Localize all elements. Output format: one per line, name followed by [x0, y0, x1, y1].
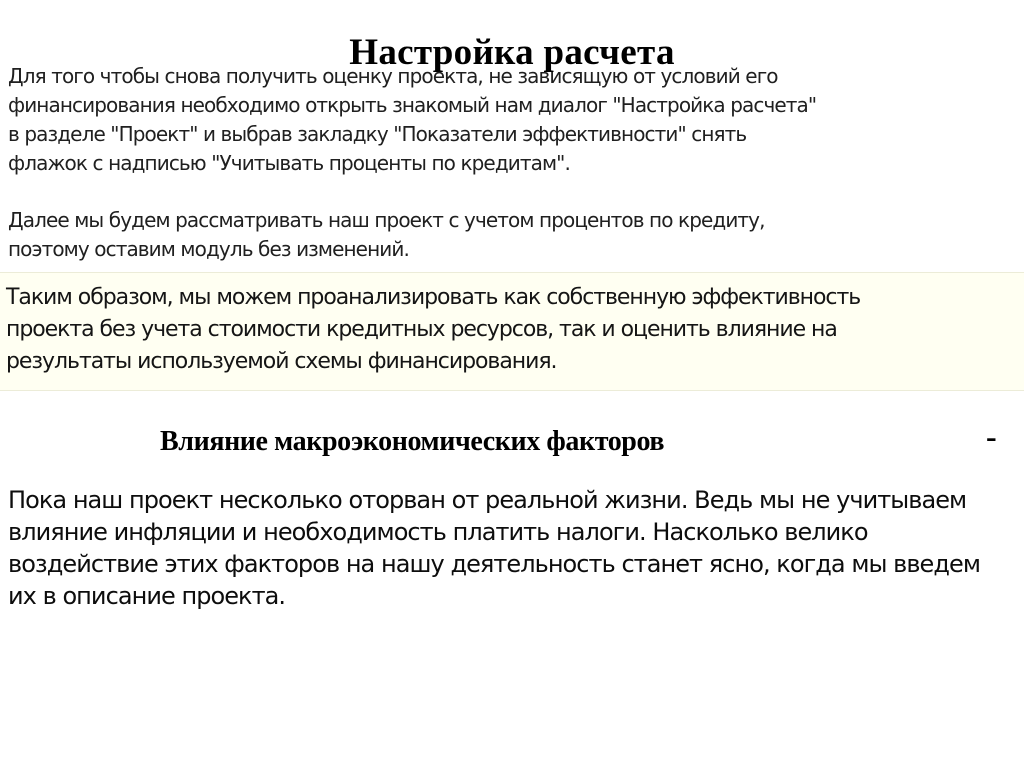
page-title: Настройка расчета [349, 31, 675, 73]
macro-factors-heading: Влияние макроэкономических факторов [160, 426, 665, 457]
intro-paragraph: Для того чтобы снова получить оценку проекта, не зависящую от условий его финансирования необходимо открыть знакомый нам диалог "Настройка расчета" в разделе "Проект" и выбрав закладку "Показатели эффективности" снять флажок с надписью "Учитывать проценты по кредитам". [8, 64, 817, 175]
highlighted-paragraph: Таким образом, мы можем проанализировать как собственную эффективность проекта без учета стоимости кредитных ресурсов, так и оценить влияние на результаты используемой схемы финансирования. [6, 285, 861, 374]
heading-dash-mark: - [986, 418, 997, 454]
macro-factors-paragraph: Пока наш проект несколько оторван от реальной жизни. Ведь мы не учитываем влияние инфляции и необходимость платить налоги. Насколько велико воздействие этих факторов на нашу деятельность станет ясно, когда мы введем их в описание проекта. [8, 486, 980, 610]
continuation-paragraph: Далее мы будем рассматривать наш проект с учетом процентов по кредиту, поэтому оставим модуль без изменений. [8, 208, 765, 261]
